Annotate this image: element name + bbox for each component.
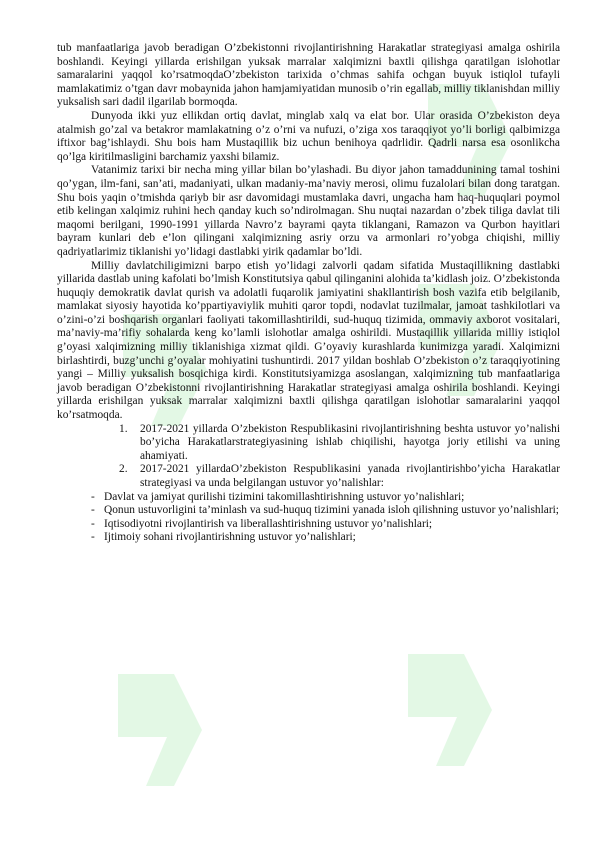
list-item <box>57 423 560 464</box>
paragraph-continuation: tub manfaatlariga javob beradigan O’zbekistonni rivojlantirishning Harakatlar strategiyasi amalga oshirila boshlandi. Keyingi yillarda erishilgan yuksak marralar xalqimizni baxtli qilishga qaratilgan islohotlar samaralarini yaqqol ko’rsatmoqdaO’zbekiston tarixida o’chmas sahifa ochgan buyuk istiqlol tufayli mamlakatimiz o’tgan davr mobaynida jahon hamjamiyatidan munosib o’rin egallab, milliy tiklanishdan milliy yuksalish sari dadil ilgarilab bormoqda. <box>57 42 560 109</box>
document-page <box>57 42 560 545</box>
list-item <box>57 463 560 490</box>
dash-marker: - <box>91 531 95 544</box>
dash-list-item <box>57 491 560 505</box>
list-item-text: 2017-2021 yillarda O’zbekiston Respublikasini rivojlantirishning beshta ustuvor yo’nalishi bo’yicha Harakatlarstrategiyasining ishlab chiqilishi, hayotga joriy etilishi va uning ahamiyati. <box>140 422 560 462</box>
dash-marker: - <box>91 490 95 503</box>
dash-item-text: Ijtimoiy sohani rivojlantirishning ustuvor yo’nalishlari; <box>104 531 356 544</box>
dash-item-text: Davlat va jamiyat qurilishi tizimini takomillashtirishning ustuvor yo’nalishlari; <box>104 490 465 503</box>
list-marker: 1. <box>119 422 128 435</box>
paragraph: Vatanimiz tarixi bir necha ming yillar bilan bo’ylashadi. Bu diyor jahon tamaddunining tamal toshini qo’ygan, ilm-fani, san’ati, madaniyati, ulkan madaniy-ma’naviy merosi, olimu fuzalolari bilan dong taratgan. Shu bois yaqin o’tmishda qariyb bir asr davomidagi mustamlaka davri, ungacha ham haq-huquqlari poymol etib kelingan xalqimiz ruhini hech qanday kuch so’ndirolmagan. Shu nuqtai nazardan o’zbek tiliga davlat tili maqomi berilgani, 1990-1991 yillarda Navro’z bayrami qayta tiklangani, Ramazon va Qurbon hayitlari bayram kunlari deb e’lon qilingani xalqimizning asriy orzu va armonlari ro’yobga chiqishi, milliy qadriyatlarimiz tiklanishi yo’lidagi dastlabki yirik qadamlar bo’ldi. <box>57 164 560 258</box>
list-item-text: 2017-2021 yillardaO’zbekiston Respublikasini yanada rivojlantirishbo’yicha Harakatlar strategiyasi va unda belgilangan ustuvor yo’nalishlar: <box>140 463 560 489</box>
paragraph: Dunyoda ikki yuz ellikdan ortiq davlat, minglab xalq va elat bor. Ular orasida O’zbekiston deya atalmish go’zal va betakror mamlakatning o’z o’rni va nufuzi, o’ziga xos taraqqiyot yo’li borligi qalbimizga iftixor bag’ishlaydi. Shu bois ham Mustaqillik biz uchun benihoya qadrlidir. Qadrli narsa esa osonlikcha qo’lga kiritilmasligini barchamiz yaxshi bilamiz. <box>57 109 560 163</box>
list-marker: 2. <box>119 463 128 476</box>
numbered-list <box>57 423 560 491</box>
dash-list-item <box>57 518 560 532</box>
dash-marker: - <box>91 517 95 530</box>
watermark-mark <box>90 660 230 800</box>
dash-marker: - <box>91 504 95 517</box>
watermark-mark <box>380 640 520 780</box>
paragraph: Milliy davlatchiligimizni barpo etish yo’lidagi zalvorli qadam sifatida Mustaqillikning dastlabki yillarida dastlab uning kafolati bo’lmish Konstitutsiya qabul qilinganini alohida ta’kidlash joiz. O’zbekistonda huquqiy demokratik davlat qurish va adolatli fuqarolik jamiyatini shakllantirish bosh vazifa etib belgilanib, mamlakat siyosiy hayotida ko’ppartiyaviylik muhiti qaror topdi, nodavlat tuzilmalar, jamoat tashkilotlari va o’zini-o’zi boshqarish organlari faoliyati takomillashtirildi, sud-huquq tizimida, ommaviy axborot vositalari, ma’naviy-ma’rifiy sohalarda keng ko’lamli islohotlar amalga oshirildi. Mustaqillik yillarida milliy istiqlol g’oyasi xalqimizning milliy tiklanishiga xizmat qildi. G’oyaviy kurashlarda kunimizga yaradi. Xalqimizni birlashtirdi, buzg’unchi g’oyalar mohiyatini tushuntirdi. 2017 yildan boshlab O’zbekiston o’z taraqqiyotining yangi – Milliy yuksalish bosqichiga kirdi. Konstitutsiyamizga asoslangan, xalqimizning tub manfaatlariga javob beradigan O’zbekistonni rivojlantirishning Harakatlar strategiyasi amalga oshirila boshlandi. Keyingi yillarda erishilgan yuksak marralar xalqimizni baxtli qilishga qaratilgan islohotlar samaralarini yaqqol ko’rsatmoqda. <box>57 259 560 422</box>
dash-list-item <box>57 531 560 545</box>
dash-list-item <box>57 504 560 518</box>
dash-item-text: Qonun ustuvorligini ta’minlash va sud-huquq tizimini yanada isloh qilishning ustuvor yo’nalishlari; <box>104 504 559 517</box>
dash-item-text: Iqtisodiyotni rivojlantirish va liberallashtirishning ustuvor yo’nalishlari; <box>104 517 433 530</box>
